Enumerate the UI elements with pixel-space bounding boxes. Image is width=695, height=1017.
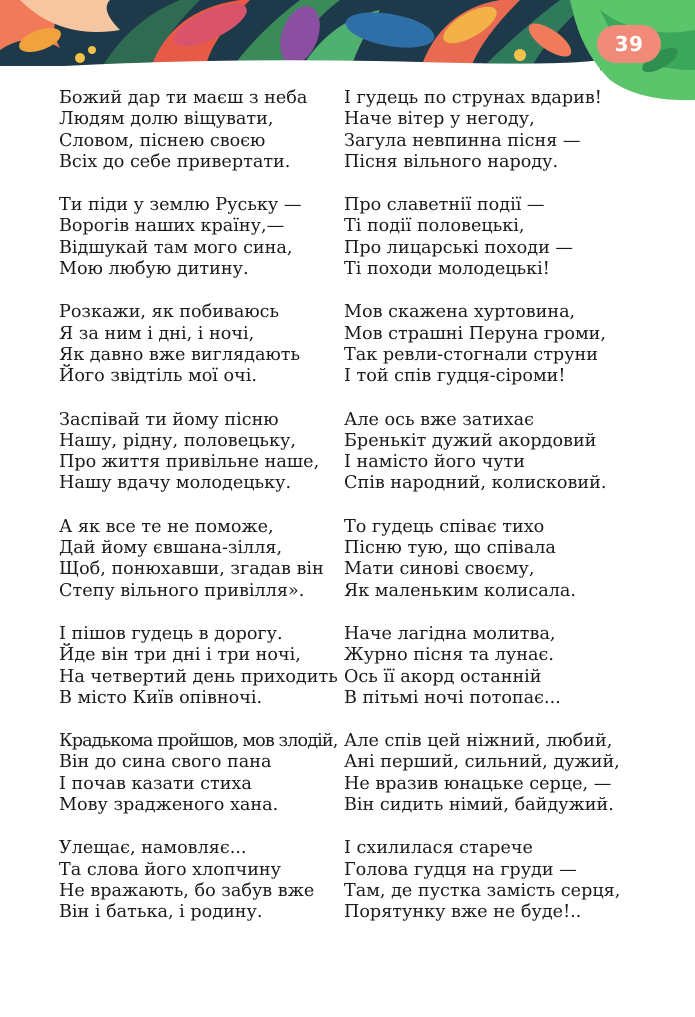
poem-line: Не вражають, бо забув вже [59, 880, 315, 901]
poem-line: Йде він три дні і три ночі, [59, 645, 301, 666]
poem-line: Як давно вже виглядають [59, 344, 301, 365]
poem-column-left [59, 88, 359, 946]
poem-line: І почав казати стиха [59, 773, 252, 794]
poem-line: Степу вільного привілля». [59, 580, 305, 601]
stanza [344, 410, 664, 495]
poem-column-right [344, 88, 664, 946]
poem-line: Але спів цей ніжний, любий, [344, 731, 613, 752]
poem-line: Загула невпинна пісня — [344, 130, 581, 151]
poem-line: Розкажи, як побиваюсь [59, 302, 280, 323]
poem-line: Порятунку вже не буде!.. [344, 902, 582, 923]
poem-line: Там, де пустка замість серця, [344, 880, 621, 901]
poem-line: На четвертий день приходить [59, 666, 338, 687]
poem-line: Дай йому євшана-зілля, [59, 538, 283, 559]
poem-line: Ані перший, сильний, дужий, [344, 752, 620, 773]
stanza [344, 838, 664, 923]
poem-line: Ті події половецькі, [344, 216, 525, 237]
poem-line: Про славетнії події — [344, 195, 545, 216]
poem-line: І пішов гудець в дорогу. [59, 623, 283, 644]
stanza [59, 410, 359, 495]
poem-line: То гудець співає тихо [344, 516, 545, 537]
poem-line: Ті походи молодецькі! [344, 259, 550, 280]
stanza [59, 624, 359, 709]
poem-line: Мати синові своєму, [344, 559, 535, 580]
poem-line: Пісня вільного народу. [344, 151, 559, 172]
poem-line: Крадькома пройшов, мов злодій, [59, 731, 338, 752]
poem-line: Так ревли-стогнали струни [344, 344, 599, 365]
stanza [59, 302, 359, 387]
page-number: 39 [597, 25, 661, 63]
poem-line: Людям долю віщувати, [59, 109, 274, 130]
stanza [344, 302, 664, 387]
poem-line: Я за ним і дні, і ночі, [59, 323, 255, 344]
poem-line: Його звідтіль мої очі. [59, 366, 257, 387]
poem-line: Заспівай ти йому пісню [59, 409, 279, 430]
poem-line: Мову зрадженого хана. [59, 795, 279, 816]
poem-line: Мов страшні Перуна громи, [344, 323, 606, 344]
poem-line: Ворогів наших країну,— [59, 216, 285, 237]
poem-line: Ось її акорд останній [344, 666, 542, 687]
poem-line: Наче вітер у негоду, [344, 109, 535, 130]
poem-line: Наче лагідна молитва, [344, 623, 556, 644]
stanza [344, 731, 664, 816]
poem-line: І той спів гудця-сіроми! [344, 366, 566, 387]
poem-line: Спів народний, колисковий. [344, 473, 607, 494]
poem-line: Ти піди у землю Руську — [59, 195, 302, 216]
stanza [59, 731, 359, 816]
poem-line: Журно пісня та лунає. [344, 645, 554, 666]
stanza [59, 517, 359, 602]
poem-line: Не вразив юнацьке серце, — [344, 773, 612, 794]
poem-line: Щоб, понюхавши, згадав він [59, 559, 324, 580]
stanza [344, 195, 664, 280]
stanza [344, 624, 664, 709]
poem-line: Про лицарські походи — [344, 237, 573, 258]
poem-line: Та слова його хлопчину [59, 859, 282, 880]
poem-line: В місто Київ опівночі. [59, 687, 263, 708]
poem-line: Як маленьким колисала. [344, 580, 576, 601]
poem-line: Відшукай там мого сина, [59, 237, 293, 258]
poem-line: І гудець по струнах вдарив! [344, 88, 602, 108]
poem-line: Він і батька, і родину. [59, 902, 263, 923]
poem-line: А як все те не поможе, [59, 516, 274, 537]
stanza [344, 517, 664, 602]
poem-line: В пітьмі ночі потопає... [344, 687, 561, 708]
poem-line: Але ось вже затихає [344, 409, 535, 430]
poem-line: Божий дар ти маєш з неба [59, 88, 308, 108]
poem-line: Всіх до себе привертати. [59, 151, 291, 172]
poem-line: І схилилася старече [344, 838, 533, 859]
poem-line: Мов скажена хуртовина, [344, 302, 576, 323]
poem-line: Нашу, рідну, половецьку, [59, 430, 296, 451]
poem-line: І намісто його чути [344, 452, 526, 473]
stanza [59, 88, 359, 173]
poem-line: Про життя привільне наше, [59, 452, 320, 473]
poem-line: Мою любую дитину. [59, 259, 249, 280]
stanza [344, 88, 664, 173]
stanza [59, 838, 359, 923]
poem-line: Він сидить німий, байдужий. [344, 795, 614, 816]
poem-line: Він до сина свого пана [59, 752, 272, 773]
stanza [59, 195, 359, 280]
poem-line: Нашу вдачу молодецьку. [59, 473, 292, 494]
poem-line: Голова гудця на груди — [344, 859, 577, 880]
poem-line: Пісню тую, що співала [344, 538, 556, 559]
poem-line: Улещає, намовляє... [59, 838, 247, 859]
poem-line: Словом, піснею своєю [59, 130, 266, 151]
poem-line: Бренькіт дужий акордовий [344, 430, 597, 451]
